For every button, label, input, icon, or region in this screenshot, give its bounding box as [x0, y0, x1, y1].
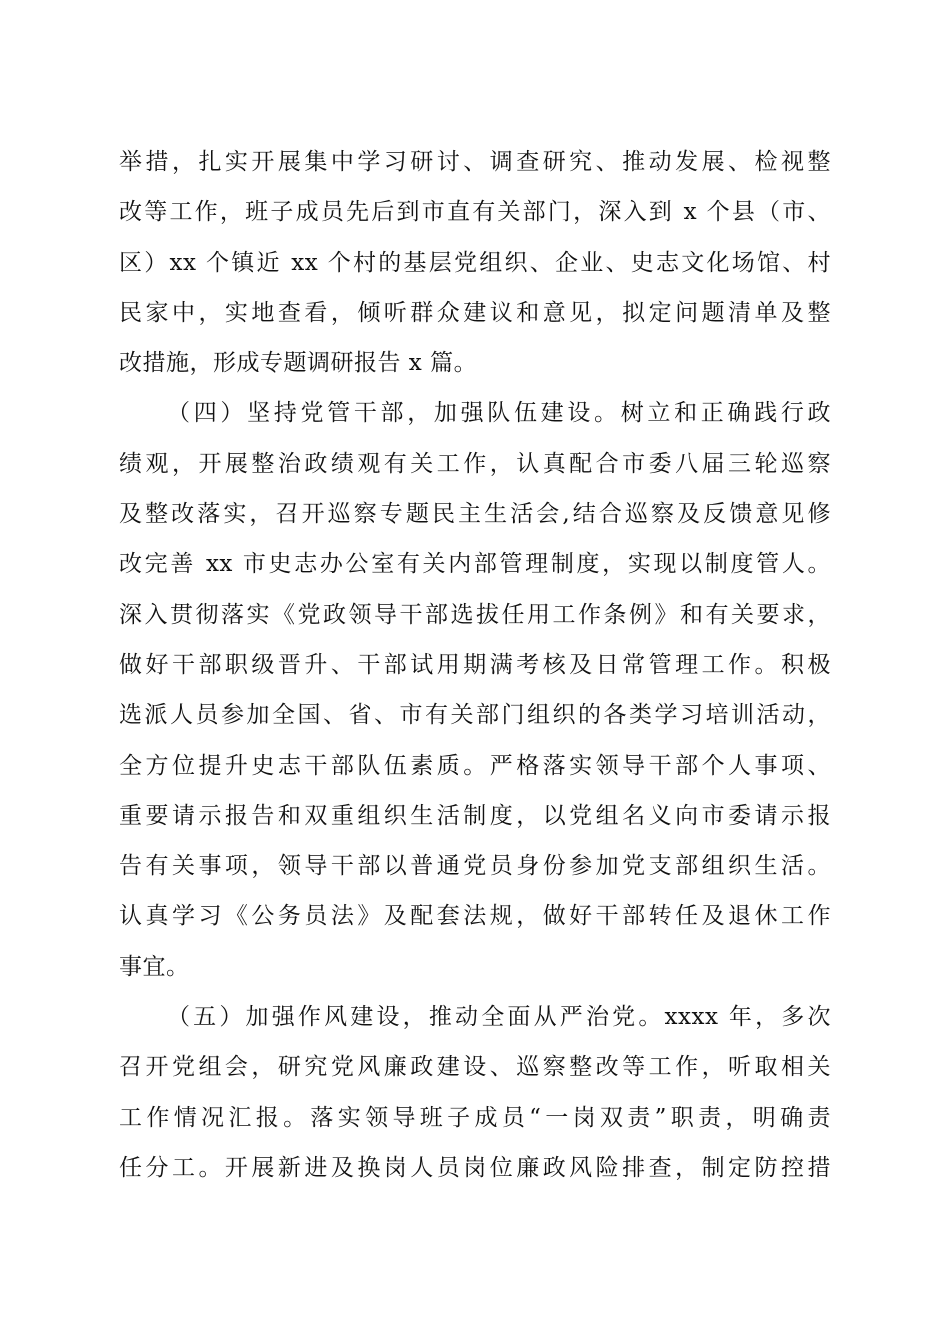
text-line: 民家中，实地查看，倾听群众建议和意见，拟定问题清单及整	[119, 299, 831, 326]
text-line: 区）xx 个镇近 xx 个村的基层党组织、企业、史志文化场馆、村	[119, 249, 831, 276]
text-line: 选派人员参加全国、省、市有关部门组织的各类学习培训活动，	[119, 702, 831, 729]
text-line: 改等工作，班子成员先后到市直有关部门，深入到 x 个县（市、	[119, 199, 831, 226]
text-line: 及整改落实，召开巡察专题民主生活会,结合巡察及反馈意见修	[119, 501, 831, 528]
paragraph-study-research	[119, 137, 831, 388]
text-line: 举措，扎实开展集中学习研讨、调查研究、推动发展、检视整	[119, 149, 831, 175]
text-line: （四）坚持党管干部，加强队伍建设。树立和正确践行政	[167, 400, 831, 427]
text-line: 做好干部职级晋升、干部试用期满考核及日常管理工作。积极	[119, 651, 831, 678]
text-line: 认真学习《公务员法》及配套法规，做好干部转任及退休工作	[119, 903, 831, 930]
text-line: 重要请示报告和双重组织生活制度，以党组名义向市委请示报	[119, 802, 831, 829]
text-line: （五）加强作风建设，推动全面从严治党。xxxx 年，多次	[167, 1004, 831, 1031]
paragraph-section-five	[119, 992, 831, 1193]
paragraph-section-four	[119, 388, 831, 992]
text-line: 改措施，形成专题调研报告 x 篇。	[119, 350, 478, 377]
text-line: 任分工。开展新进及换岗人员岗位廉政风险排查，制定防控措	[119, 1154, 831, 1181]
document-body	[119, 137, 831, 1193]
text-line: 事宜。	[119, 953, 190, 980]
text-line: 召开党组会，研究党风廉政建设、巡察整改等工作，听取相关	[119, 1054, 831, 1081]
text-line: 告有关事项，领导干部以普通党员身份参加党支部组织生活。	[119, 853, 831, 880]
text-line: 全方位提升史志干部队伍素质。严格落实领导干部个人事项、	[119, 752, 831, 779]
text-line: 工作情况汇报。落实领导班子成员“一岗双责”职责，明确责	[119, 1104, 831, 1131]
text-line: 改完善 xx 市史志办公室有关内部管理制度，实现以制度管人。	[119, 551, 831, 578]
text-line: 绩观，开展整治政绩观有关工作，认真配合市委八届三轮巡察	[119, 450, 831, 477]
text-line: 深入贯彻落实《党政领导干部选拔任用工作条例》和有关要求，	[119, 601, 831, 628]
